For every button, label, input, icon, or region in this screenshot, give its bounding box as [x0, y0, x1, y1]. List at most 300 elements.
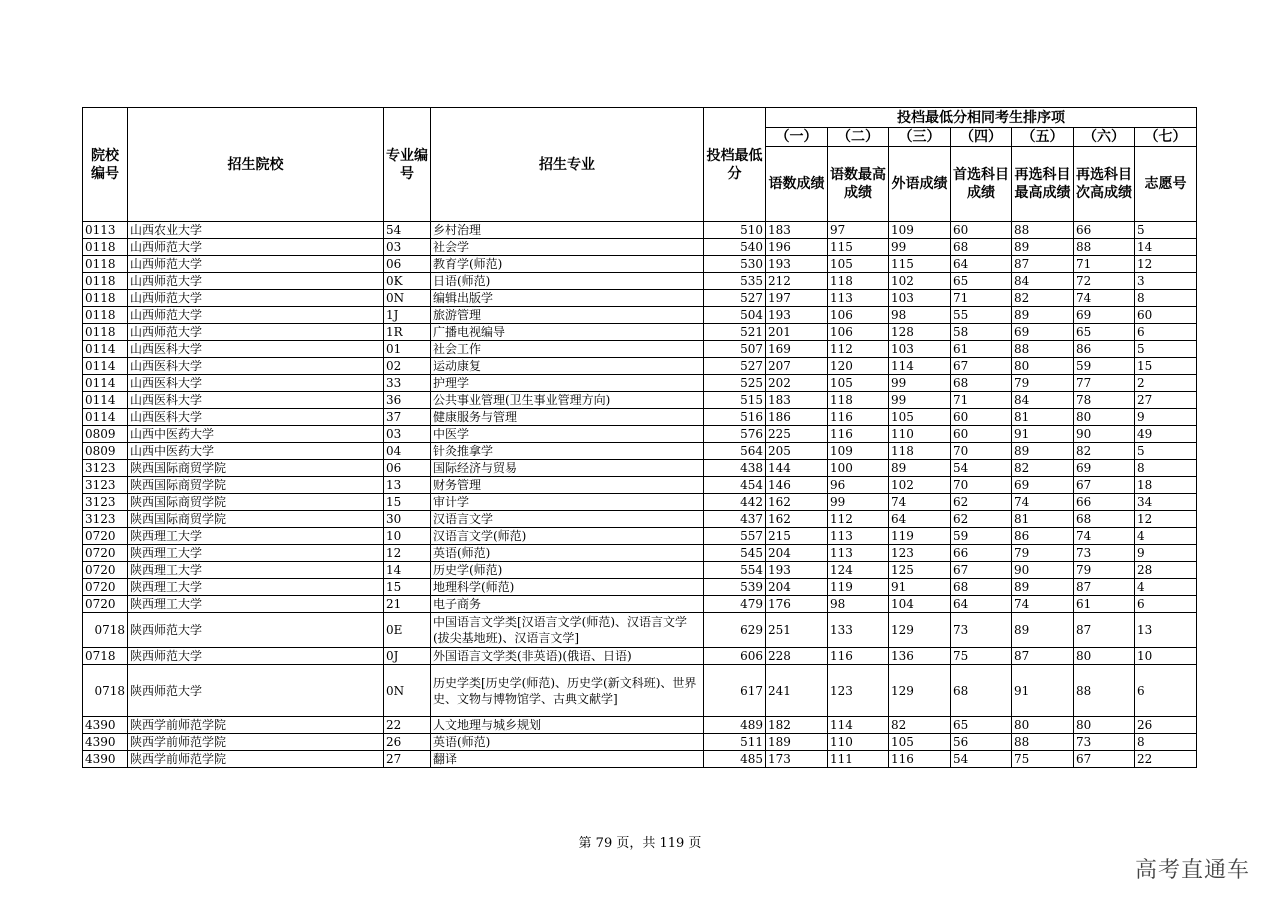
- sort-value-cell: 106: [828, 307, 889, 324]
- major-name-cell: 翻译: [431, 751, 704, 768]
- school-name-cell: 山西医科大学: [128, 392, 384, 409]
- header-sort-group: 投档最低分相同考生排序项: [766, 108, 1197, 128]
- school-code-cell: 0114: [83, 341, 128, 358]
- school-code-cell: 3123: [83, 477, 128, 494]
- min-score-cell: 530: [704, 256, 766, 273]
- sort-value-cell: 99: [828, 494, 889, 511]
- header-order-5: （五）: [1012, 128, 1074, 147]
- sort-value-cell: 75: [951, 648, 1012, 665]
- min-score-cell: 489: [704, 717, 766, 734]
- school-code-cell: 0114: [83, 375, 128, 392]
- sort-value-cell: 18: [1135, 477, 1197, 494]
- header-col-4: 首选科目成绩: [951, 147, 1012, 222]
- sort-value-cell: 123: [889, 545, 951, 562]
- sort-value-cell: 146: [766, 477, 828, 494]
- sort-value-cell: 105: [828, 375, 889, 392]
- sort-value-cell: 116: [889, 751, 951, 768]
- sort-value-cell: 69: [1074, 460, 1135, 477]
- sort-value-cell: 136: [889, 648, 951, 665]
- school-code-cell: 0114: [83, 358, 128, 375]
- sort-value-cell: 60: [951, 409, 1012, 426]
- sort-value-cell: 73: [1074, 734, 1135, 751]
- sort-value-cell: 90: [1074, 426, 1135, 443]
- header-school: 招生院校: [128, 108, 384, 222]
- sort-value-cell: 74: [1012, 596, 1074, 613]
- sort-value-cell: 75: [1012, 751, 1074, 768]
- table-row: [83, 751, 1197, 768]
- sort-value-cell: 89: [1012, 443, 1074, 460]
- sort-value-cell: 82: [1012, 290, 1074, 307]
- table-row: [83, 443, 1197, 460]
- school-code-cell: 4390: [83, 734, 128, 751]
- sort-value-cell: 133: [828, 613, 889, 648]
- sort-value-cell: 88: [1074, 665, 1135, 717]
- sort-value-cell: 89: [1012, 613, 1074, 648]
- school-name-cell: 陕西学前师范学院: [128, 734, 384, 751]
- table-row: [83, 665, 1197, 717]
- sort-value-cell: 65: [951, 273, 1012, 290]
- sort-value-cell: 34: [1135, 494, 1197, 511]
- sort-value-cell: 4: [1135, 528, 1197, 545]
- major-code-cell: 30: [384, 511, 431, 528]
- sort-value-cell: 144: [766, 460, 828, 477]
- header-school-code: 院校编号: [83, 108, 128, 222]
- sort-value-cell: 72: [1074, 273, 1135, 290]
- sort-value-cell: 71: [951, 392, 1012, 409]
- sort-value-cell: 84: [1012, 273, 1074, 290]
- sort-value-cell: 112: [828, 341, 889, 358]
- sort-value-cell: 14: [1135, 239, 1197, 256]
- sort-value-cell: 91: [1012, 665, 1074, 717]
- school-code-cell: 0720: [83, 579, 128, 596]
- major-code-cell: 04: [384, 443, 431, 460]
- major-code-cell: 03: [384, 426, 431, 443]
- sort-value-cell: 78: [1074, 392, 1135, 409]
- sort-value-cell: 79: [1012, 545, 1074, 562]
- sort-value-cell: 80: [1074, 409, 1135, 426]
- sort-value-cell: 67: [1074, 751, 1135, 768]
- major-code-cell: 02: [384, 358, 431, 375]
- sort-value-cell: 204: [766, 545, 828, 562]
- major-name-cell: 广播电视编导: [431, 324, 704, 341]
- header-col-2: 语数最高成绩: [828, 147, 889, 222]
- sort-value-cell: 129: [889, 665, 951, 717]
- sort-value-cell: 9: [1135, 545, 1197, 562]
- sort-value-cell: 5: [1135, 222, 1197, 239]
- sort-value-cell: 4: [1135, 579, 1197, 596]
- min-score-cell: 564: [704, 443, 766, 460]
- sort-value-cell: 215: [766, 528, 828, 545]
- sort-value-cell: 197: [766, 290, 828, 307]
- min-score-cell: 554: [704, 562, 766, 579]
- major-name-cell: 人文地理与城乡规划: [431, 717, 704, 734]
- header-order-7: （七）: [1135, 128, 1197, 147]
- min-score-cell: 510: [704, 222, 766, 239]
- sort-value-cell: 8: [1135, 290, 1197, 307]
- sort-value-cell: 15: [1135, 358, 1197, 375]
- table-header: [83, 108, 1197, 222]
- sort-value-cell: 109: [889, 222, 951, 239]
- sort-value-cell: 71: [1074, 256, 1135, 273]
- sort-value-cell: 183: [766, 392, 828, 409]
- sort-value-cell: 87: [1012, 256, 1074, 273]
- major-name-cell: 审计学: [431, 494, 704, 511]
- sort-value-cell: 73: [1074, 545, 1135, 562]
- sort-value-cell: 64: [951, 596, 1012, 613]
- major-code-cell: 1R: [384, 324, 431, 341]
- school-code-cell: 0720: [83, 545, 128, 562]
- sort-value-cell: 68: [951, 375, 1012, 392]
- sort-value-cell: 69: [1074, 307, 1135, 324]
- sort-value-cell: 103: [889, 341, 951, 358]
- sort-value-cell: 6: [1135, 324, 1197, 341]
- header-order-4: （四）: [951, 128, 1012, 147]
- sort-value-cell: 68: [1074, 511, 1135, 528]
- major-code-cell: 0J: [384, 648, 431, 665]
- sort-value-cell: 67: [1074, 477, 1135, 494]
- min-score-cell: 438: [704, 460, 766, 477]
- sort-value-cell: 96: [828, 477, 889, 494]
- table-row: [83, 460, 1197, 477]
- sort-value-cell: 125: [889, 562, 951, 579]
- table-row: [83, 579, 1197, 596]
- sort-value-cell: 128: [889, 324, 951, 341]
- sort-value-cell: 205: [766, 443, 828, 460]
- sort-value-cell: 104: [889, 596, 951, 613]
- major-name-cell: 历史学类[历史学(师范)、历史学(新文科班)、世界史、文物与博物馆学、古典文献学]: [431, 665, 704, 717]
- sort-value-cell: 112: [828, 511, 889, 528]
- major-name-cell: 国际经济与贸易: [431, 460, 704, 477]
- sort-value-cell: 162: [766, 511, 828, 528]
- sort-value-cell: 58: [951, 324, 1012, 341]
- sort-value-cell: 73: [951, 613, 1012, 648]
- school-code-cell: 0809: [83, 443, 128, 460]
- sort-value-cell: 66: [1074, 494, 1135, 511]
- sort-value-cell: 99: [889, 239, 951, 256]
- sort-value-cell: 202: [766, 375, 828, 392]
- sort-value-cell: 69: [1012, 477, 1074, 494]
- min-score-cell: 527: [704, 358, 766, 375]
- major-code-cell: 01: [384, 341, 431, 358]
- major-code-cell: 27: [384, 751, 431, 768]
- school-code-cell: 0118: [83, 324, 128, 341]
- school-name-cell: 陕西理工大学: [128, 528, 384, 545]
- sort-value-cell: 70: [951, 443, 1012, 460]
- table-row: [83, 613, 1197, 648]
- sort-value-cell: 204: [766, 579, 828, 596]
- sort-value-cell: 110: [889, 426, 951, 443]
- major-name-cell: 历史学(师范): [431, 562, 704, 579]
- school-code-cell: 0718: [83, 613, 128, 648]
- table-row: [83, 511, 1197, 528]
- table-row: [83, 596, 1197, 613]
- major-name-cell: 英语(师范): [431, 545, 704, 562]
- school-code-cell: 0114: [83, 392, 128, 409]
- sort-value-cell: 89: [1012, 579, 1074, 596]
- major-name-cell: 外国语言文学类(非英语)(俄语、日语): [431, 648, 704, 665]
- sort-value-cell: 3: [1135, 273, 1197, 290]
- sort-value-cell: 105: [889, 409, 951, 426]
- school-code-cell: 0809: [83, 426, 128, 443]
- school-name-cell: 陕西理工大学: [128, 562, 384, 579]
- sort-value-cell: 82: [1012, 460, 1074, 477]
- sort-value-cell: 68: [951, 665, 1012, 717]
- table-body: [83, 222, 1197, 768]
- sort-value-cell: 193: [766, 307, 828, 324]
- sort-value-cell: 67: [951, 562, 1012, 579]
- table-row: [83, 358, 1197, 375]
- sort-value-cell: 116: [828, 648, 889, 665]
- min-score-cell: 540: [704, 239, 766, 256]
- sort-value-cell: 115: [889, 256, 951, 273]
- sort-value-cell: 86: [1074, 341, 1135, 358]
- sort-value-cell: 115: [828, 239, 889, 256]
- sort-value-cell: 97: [828, 222, 889, 239]
- sort-value-cell: 70: [951, 477, 1012, 494]
- school-name-cell: 陕西国际商贸学院: [128, 494, 384, 511]
- sort-value-cell: 110: [828, 734, 889, 751]
- admission-score-table: [82, 107, 1197, 768]
- min-score-cell: 454: [704, 477, 766, 494]
- school-name-cell: 陕西国际商贸学院: [128, 511, 384, 528]
- sort-value-cell: 113: [828, 290, 889, 307]
- major-code-cell: 0N: [384, 665, 431, 717]
- table-row: [83, 562, 1197, 579]
- sort-value-cell: 77: [1074, 375, 1135, 392]
- major-code-cell: 14: [384, 562, 431, 579]
- sort-value-cell: 89: [1012, 239, 1074, 256]
- sort-value-cell: 88: [1012, 341, 1074, 358]
- major-code-cell: 33: [384, 375, 431, 392]
- major-name-cell: 护理学: [431, 375, 704, 392]
- sort-value-cell: 80: [1012, 717, 1074, 734]
- school-name-cell: 陕西学前师范学院: [128, 751, 384, 768]
- sort-value-cell: 162: [766, 494, 828, 511]
- school-name-cell: 山西师范大学: [128, 273, 384, 290]
- min-score-cell: 557: [704, 528, 766, 545]
- school-code-cell: 0113: [83, 222, 128, 239]
- school-name-cell: 山西中医药大学: [128, 426, 384, 443]
- school-name-cell: 陕西理工大学: [128, 579, 384, 596]
- major-code-cell: 0E: [384, 613, 431, 648]
- table-row: [83, 477, 1197, 494]
- major-code-cell: 13: [384, 477, 431, 494]
- major-name-cell: 英语(师范): [431, 734, 704, 751]
- sort-value-cell: 88: [1012, 222, 1074, 239]
- sort-value-cell: 86: [1012, 528, 1074, 545]
- sort-value-cell: 89: [1012, 307, 1074, 324]
- header-min-score: 投档最低分: [704, 108, 766, 222]
- sort-value-cell: 65: [951, 717, 1012, 734]
- sort-value-cell: 105: [828, 256, 889, 273]
- major-code-cell: 12: [384, 545, 431, 562]
- table-row: [83, 290, 1197, 307]
- sort-value-cell: 251: [766, 613, 828, 648]
- sort-value-cell: 74: [1074, 290, 1135, 307]
- sort-value-cell: 212: [766, 273, 828, 290]
- sort-value-cell: 88: [1012, 734, 1074, 751]
- school-name-cell: 山西医科大学: [128, 409, 384, 426]
- table-row: [83, 222, 1197, 239]
- sort-value-cell: 65: [1074, 324, 1135, 341]
- major-code-cell: 36: [384, 392, 431, 409]
- sort-value-cell: 81: [1012, 409, 1074, 426]
- header-order-3: （三）: [889, 128, 951, 147]
- min-score-cell: 479: [704, 596, 766, 613]
- sort-value-cell: 88: [1074, 239, 1135, 256]
- min-score-cell: 525: [704, 375, 766, 392]
- major-name-cell: 运动康复: [431, 358, 704, 375]
- major-code-cell: 06: [384, 256, 431, 273]
- table-row: [83, 494, 1197, 511]
- school-name-cell: 陕西师范大学: [128, 665, 384, 717]
- table-row: [83, 273, 1197, 290]
- sort-value-cell: 13: [1135, 613, 1197, 648]
- table-row: [83, 307, 1197, 324]
- min-score-cell: 511: [704, 734, 766, 751]
- sort-value-cell: 91: [889, 579, 951, 596]
- sort-value-cell: 9: [1135, 409, 1197, 426]
- min-score-cell: 545: [704, 545, 766, 562]
- sort-value-cell: 118: [828, 273, 889, 290]
- sort-value-cell: 54: [951, 751, 1012, 768]
- sort-value-cell: 193: [766, 256, 828, 273]
- sort-value-cell: 80: [1074, 648, 1135, 665]
- table-row: [83, 375, 1197, 392]
- school-code-cell: 0718: [83, 665, 128, 717]
- school-name-cell: 山西师范大学: [128, 324, 384, 341]
- major-name-cell: 教育学(师范): [431, 256, 704, 273]
- major-name-cell: 中国语言文学类[汉语言文学(师范)、汉语言文学(拔尖基地班)、汉语言文学]: [431, 613, 704, 648]
- table-row: [83, 648, 1197, 665]
- major-name-cell: 健康服务与管理: [431, 409, 704, 426]
- sort-value-cell: 113: [828, 528, 889, 545]
- school-code-cell: 0118: [83, 239, 128, 256]
- sort-value-cell: 54: [951, 460, 1012, 477]
- major-name-cell: 社会学: [431, 239, 704, 256]
- sort-value-cell: 74: [1012, 494, 1074, 511]
- header-col-6: 再选科目次高成绩: [1074, 147, 1135, 222]
- min-score-cell: 527: [704, 290, 766, 307]
- school-code-cell: 0118: [83, 256, 128, 273]
- major-name-cell: 编辑出版学: [431, 290, 704, 307]
- school-name-cell: 陕西师范大学: [128, 613, 384, 648]
- school-name-cell: 陕西师范大学: [128, 648, 384, 665]
- sort-value-cell: 109: [828, 443, 889, 460]
- sort-value-cell: 22: [1135, 751, 1197, 768]
- school-name-cell: 山西农业大学: [128, 222, 384, 239]
- sort-value-cell: 116: [828, 426, 889, 443]
- min-score-cell: 521: [704, 324, 766, 341]
- sort-value-cell: 118: [828, 392, 889, 409]
- sort-value-cell: 87: [1012, 648, 1074, 665]
- sort-value-cell: 71: [951, 290, 1012, 307]
- min-score-cell: 507: [704, 341, 766, 358]
- table-row: [83, 239, 1197, 256]
- major-name-cell: 中医学: [431, 426, 704, 443]
- school-code-cell: 3123: [83, 494, 128, 511]
- major-name-cell: 公共事业管理(卫生事业管理方向): [431, 392, 704, 409]
- header-col-3: 外语成绩: [889, 147, 951, 222]
- table-row: [83, 409, 1197, 426]
- sort-value-cell: 67: [951, 358, 1012, 375]
- sort-value-cell: 5: [1135, 443, 1197, 460]
- table-row: [83, 256, 1197, 273]
- major-code-cell: 26: [384, 734, 431, 751]
- major-code-cell: 03: [384, 239, 431, 256]
- school-code-cell: 0718: [83, 648, 128, 665]
- page-footer: 第 79 页，共 119 页: [578, 836, 702, 851]
- sort-value-cell: 2: [1135, 375, 1197, 392]
- min-score-cell: 629: [704, 613, 766, 648]
- table-row: [83, 426, 1197, 443]
- school-name-cell: 山西师范大学: [128, 239, 384, 256]
- sort-value-cell: 114: [889, 358, 951, 375]
- min-score-cell: 535: [704, 273, 766, 290]
- sort-value-cell: 84: [1012, 392, 1074, 409]
- sort-value-cell: 5: [1135, 341, 1197, 358]
- major-name-cell: 电子商务: [431, 596, 704, 613]
- sort-value-cell: 207: [766, 358, 828, 375]
- sort-value-cell: 60: [951, 222, 1012, 239]
- min-score-cell: 617: [704, 665, 766, 717]
- sort-value-cell: 91: [1012, 426, 1074, 443]
- sort-value-cell: 27: [1135, 392, 1197, 409]
- sort-value-cell: 193: [766, 562, 828, 579]
- school-name-cell: 山西师范大学: [128, 307, 384, 324]
- major-code-cell: 0N: [384, 290, 431, 307]
- sort-value-cell: 69: [1012, 324, 1074, 341]
- sort-value-cell: 80: [1074, 717, 1135, 734]
- school-name-cell: 陕西国际商贸学院: [128, 477, 384, 494]
- sort-value-cell: 241: [766, 665, 828, 717]
- sort-value-cell: 64: [951, 256, 1012, 273]
- major-code-cell: 15: [384, 579, 431, 596]
- major-name-cell: 乡村治理: [431, 222, 704, 239]
- sort-value-cell: 61: [1074, 596, 1135, 613]
- sort-value-cell: 59: [951, 528, 1012, 545]
- header-order-6: （六）: [1074, 128, 1135, 147]
- major-name-cell: 财务管理: [431, 477, 704, 494]
- school-name-cell: 山西师范大学: [128, 290, 384, 307]
- table-row: [83, 734, 1197, 751]
- sort-value-cell: 173: [766, 751, 828, 768]
- sort-value-cell: 114: [828, 717, 889, 734]
- sort-value-cell: 182: [766, 717, 828, 734]
- sort-value-cell: 225: [766, 426, 828, 443]
- table-row: [83, 341, 1197, 358]
- sort-value-cell: 100: [828, 460, 889, 477]
- school-code-cell: 0720: [83, 528, 128, 545]
- sort-value-cell: 6: [1135, 665, 1197, 717]
- header-major-code: 专业编号: [384, 108, 431, 222]
- min-score-cell: 516: [704, 409, 766, 426]
- sort-value-cell: 196: [766, 239, 828, 256]
- school-name-cell: 山西中医药大学: [128, 443, 384, 460]
- sort-value-cell: 74: [1074, 528, 1135, 545]
- min-score-cell: 442: [704, 494, 766, 511]
- school-name-cell: 陕西国际商贸学院: [128, 460, 384, 477]
- sort-value-cell: 80: [1012, 358, 1074, 375]
- school-code-cell: 0118: [83, 290, 128, 307]
- sort-value-cell: 64: [889, 511, 951, 528]
- sort-value-cell: 98: [889, 307, 951, 324]
- table-row: [83, 545, 1197, 562]
- min-score-cell: 437: [704, 511, 766, 528]
- sort-value-cell: 61: [951, 341, 1012, 358]
- min-score-cell: 576: [704, 426, 766, 443]
- sort-value-cell: 66: [1074, 222, 1135, 239]
